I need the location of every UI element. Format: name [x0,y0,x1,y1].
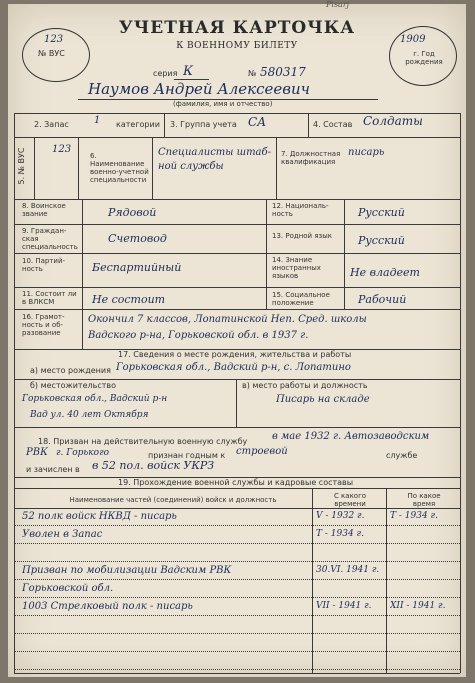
section18-line2-mid: признан годным к [148,451,226,460]
registration-card [8,0,466,677]
f13-label: 13. Родной язык [272,232,333,240]
card-subtitle: К ВОЕННОМУ БИЛЕТУ [176,41,298,51]
vus-value: 123 [52,144,72,155]
f9-value: Счетовод [108,232,167,245]
birthplace-value: Горьковская обл., Вадский р-н, с. Лопатино [116,362,351,373]
section18-line2-value: г. Горького [56,448,110,458]
table-row [8,616,466,634]
cell-to: XII - 1941 г. [390,601,446,611]
cell-to: Т - 1934 г. [390,511,438,521]
f16-value-1: Окончил 7 классов, Лопатинской Неп. Сред. школы [88,314,367,325]
cell-from: Т - 1934 г. [316,529,364,539]
f14-label: 14. Знание иностранных языков [272,256,321,280]
series-label: серия [153,69,178,78]
table-row [8,544,466,562]
col1-header: Наименование частей (соединений) войск и должность [69,496,277,504]
f13-value: Русский [358,234,405,247]
cell-from: 30.VI. 1941 г. [316,565,380,575]
section18-line1-value: в мае 1932 г. Автозаводским [272,431,430,442]
number-label: № [248,69,257,78]
birth-year-label: г. Год рождения [405,50,443,66]
top-corner-note: Pisarj [326,0,350,9]
section18-line3-prefix: и зачислен в [26,465,80,474]
residence-label: б) местожительство [30,381,116,390]
section18-line2-suffix: службе [386,451,418,460]
cell-name: Горьковской обл. [22,583,114,594]
f8-value: Рядовой [108,206,157,219]
residence-value-1: Горьковская обл., Вадский р-н [22,394,168,404]
reserve-value: 1 [94,115,101,126]
vus-circle-value: 123 [44,34,64,45]
group-value: СА [248,115,267,129]
table-row [8,526,466,544]
f16-value-2: Вадского р-на, Горьковской обл. в 1937 г. [88,330,309,341]
f9-label: 9. Граждан-ская специальность [22,227,78,251]
qual-label: 7. Должностная квалификация [281,150,341,166]
vus-side-label: 5. № ВУС [17,147,26,185]
col3-header: По какое время [407,492,441,508]
table-row [8,562,466,580]
f12-value: Русский [358,206,405,219]
group-label: 3. Группа учета [170,120,237,129]
f16-label: 16. Грамот-ность и об-разование [22,313,65,337]
f11-value: Не состоит [92,293,166,306]
cell-name: 52 полк войск НКВД - писарь [22,511,177,522]
composition-value: Солдаты [363,114,423,128]
f8-label: 8. Воинское звание [22,202,66,218]
full-name: Наумов Андрей Алексеевич [88,80,310,98]
section18-line3-value: в 52 пол. войск УКРЗ [92,459,215,472]
section18-line2-prefix: РВК [26,447,48,458]
cell-from: V - 1932 г. [316,511,365,521]
table-row [8,580,466,598]
table-row [8,598,466,616]
vus-circle-label: № ВУС [38,49,65,58]
cell-name: Уволен в Запас [22,529,103,540]
section19-title: 19. Прохождение военной службы и кадровые составы [118,478,354,487]
f10-value: Беспартийный [92,261,182,274]
name-caption: (фамилия, имя и отчество) [173,100,273,108]
spec-label: 6. Наименование военно-учетной специальности [90,152,149,184]
birthplace-label: а) место рождения [30,366,111,375]
table-row [8,634,466,652]
section18-line2-value2: строевой [236,446,288,457]
f15-label: 15. Социальное положение [272,291,330,307]
f12-label: 12. Националь-ность [272,202,329,218]
work-value: Писарь на складе [276,394,370,405]
birth-year-value: 1909 [400,34,426,45]
qual-value: писарь [348,147,385,158]
category-label: категории [116,120,160,129]
f14-value: Не владеет [350,266,420,279]
card-title: УЧЕТНАЯ КАРТОЧКА [118,18,356,38]
table-row [8,508,466,526]
cell-name: Призван по мобилизации Вадским РВК [22,565,232,576]
composition-label: 4. Состав [313,120,353,129]
spec-value-1: Специалисты штаб- [158,147,272,158]
col2-header: С какого времени [333,492,367,508]
f15-value: Рабочий [358,293,407,306]
work-label: в) место работы и должность [242,381,368,390]
section18-line1: 18. Призван на действительную военную службу [38,437,248,446]
reserve-label: 2. Запас [34,120,69,129]
cell-name: 1003 Стрелковый полк - писарь [22,601,193,612]
f11-label: 11. Состоит ли в ВЛКСМ [22,290,77,306]
number-value: 580317 [260,65,306,79]
residence-value-2: Вад ул. 40 лет Октября [30,410,149,420]
section17-title: 17. Сведения о месте рождения, жительства и работы [118,350,352,359]
spec-value-2: ной службы [158,161,224,172]
f10-label: 10. Партий-ность [22,257,66,273]
series-value: К [183,64,194,79]
table-row [8,652,466,670]
cell-from: VII - 1941 г. [316,601,372,611]
